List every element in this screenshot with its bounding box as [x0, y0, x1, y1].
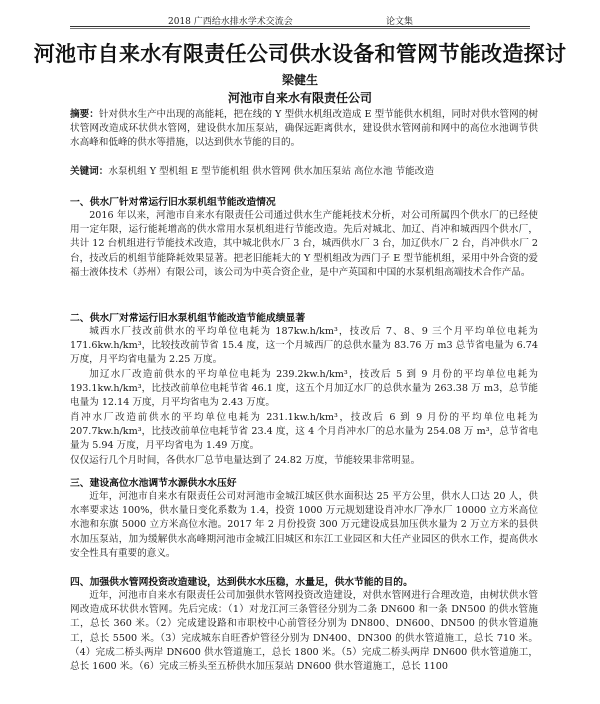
paragraph: 肖冲水厂改造前供水的平均单位电耗为 231.1kw.h/km³，技改后 6 到 9 月份的平均单位电耗为 207.7kw.h/km³，比技改前单位电耗节省 23.4 度，这 4 个月肖冲水厂的总水量为 254.08 万 m³，总节省电量为 5.94 万度，月平均省电为 1.49 万度。: [70, 412, 538, 452]
paragraph: 2016 年以来，河池市自来水有限责任公司通过供水生产能耗技术分析，对公司所属四个供水厂的已经使用一定年限，运行能耗增高的供水常用水泵机组进行节能改造。先后对城北、加辽、肖冲和城西四个供水厂，共计 12 台机组进行节能技术改造，其中城北供水厂 3 台，城西供水厂 3 台，加辽供水厂 2 台，肖冲供水厂 2 台，技改后的机组节能降耗效果显著。把老旧能耗大的 Y 型机组改为西门子 E 型节能机组，采用中外合资的爱福士液体技术（苏州）有限公司，该公司为中英合资企业，是中产英国和中国的水泵机组高端技术合作产品。: [70, 210, 538, 278]
abstract: [70, 108, 538, 151]
affiliation: 河池市自来水有限责任公司: [227, 91, 372, 105]
author-name: 梁健生: [281, 73, 318, 87]
section-label: 论文集: [386, 17, 414, 27]
section-heading: 一、供水厂针对常运行旧水泵机组节能改造情况: [70, 197, 276, 208]
paragraph: 近年，河池市自来水有限责任公司对河池市金城江城区供水面积达 25 平方公里，供水人口达 20 人，供水率要求达 100%，供水量日变化系数为 1.4，投资 1000 万元规划建设肖冲水厂净水厂 10000 立方米高位水池和东旗 5000 立方米高位水池。2017 年 2 月份投资 300 万元建设成县加压供水量为 2 万立方米的县供水加压泵站，加为缓解供水高峰期河池市金城江旧城区和东江工业园区和大任产业园区的供水工作，提高供水安全性具有重要的意义。: [70, 491, 538, 559]
paragraph: 加辽水厂改造前供水的平均单位电耗为 239.2kw.h/km³，技改后 5 到 9 月份的平均单位电耗为 193.1kw.h/km³，比技改前单位电耗节省 46.1 度，这五个月加辽水厂的总供水量为 263.38 万 m3，总节能电量为 12.14 万度，月平均省电为 2.43 万度。: [70, 369, 538, 409]
section-heading: 三、建设高位水池调节水源供水水压好: [70, 478, 237, 489]
keywords-label: 关键词：: [70, 166, 109, 177]
abstract-label: 摘要：: [70, 109, 99, 120]
conference-name: 2018 广西给水排水学术交流会: [168, 17, 293, 27]
paper-title: 河池市自来水有限责任公司供水设备和管网节能改造探讨: [33, 42, 567, 66]
header-rule-thin: [70, 28, 530, 29]
section-heading: 四、加强供水管网投资改造建设，达到供水水压稳，水量足，供水节能的目的。: [70, 577, 413, 588]
paragraph: 近年，河池市自来水有限责任公司加强供水管网投资改造建设，对供水管网进行合理改造，由树状供水管网改造成环状供水管网。先后完成：（1）对龙江河三条管径分别为二条 DN600 和一条 DN500 的供水管施工，总长 360 米。（2）完成建设路和市职校中心前管径分别为 DN800、DN600、DN500 的供水管道施工，总长 5500 米。（3）完成城东自旺香炉管径分别为 DN400、DN300 的供水管道施工，总长 710 米。（4）完成二桥头两岸 DN600 供水管道施工，总长 1800 米。（5）完成二桥头两岸 DN600 供水管道施工，总长 1600 米。（6）完成三桥头至五桥供水加压泵站 DN600 供水管道施工，总长 1100: [70, 590, 538, 673]
abstract-text: 针对供水生产中出现的高能耗，把在线的 Y 型供水机组改造成 E 型节能供水机组，同时对供水管网的树状管网改造成环状供水管网，建设供水加压泵站，确保远距离供水，建设供水管网前和网中的高位水池调节供水高峰和低峰的供水等措施，以达到供水节能的目的。: [70, 109, 538, 149]
paragraph: 城西水厂技改前供水的平均单位电耗为 187kw.h/km³，技改后 7、8、9 三个月平均单位电耗为 171.6kw.h/km³，比较技改前节省 15.4 度，这一个月城西厂的总供水量为 83.76 万 m3 总节省电量为 6.74 万度，月平均省电量为 2.25 万度。: [70, 326, 538, 366]
paragraph: 仅仅运行几个月时间，各供水厂总节电量达到了 24.82 万度，节能较果非常明显。: [70, 455, 421, 466]
header-rule: [70, 26, 530, 27]
keywords: [70, 165, 538, 179]
section-heading: 二、供水厂对常运行旧水泵机组节能改造节能成绩显著: [70, 313, 306, 324]
keywords-text: 水泵机组 Y 型机组 E 型节能机组 供水管网 供水加压泵站 高位水池 节能改造: [108, 166, 434, 177]
running-head: [0, 4, 600, 26]
